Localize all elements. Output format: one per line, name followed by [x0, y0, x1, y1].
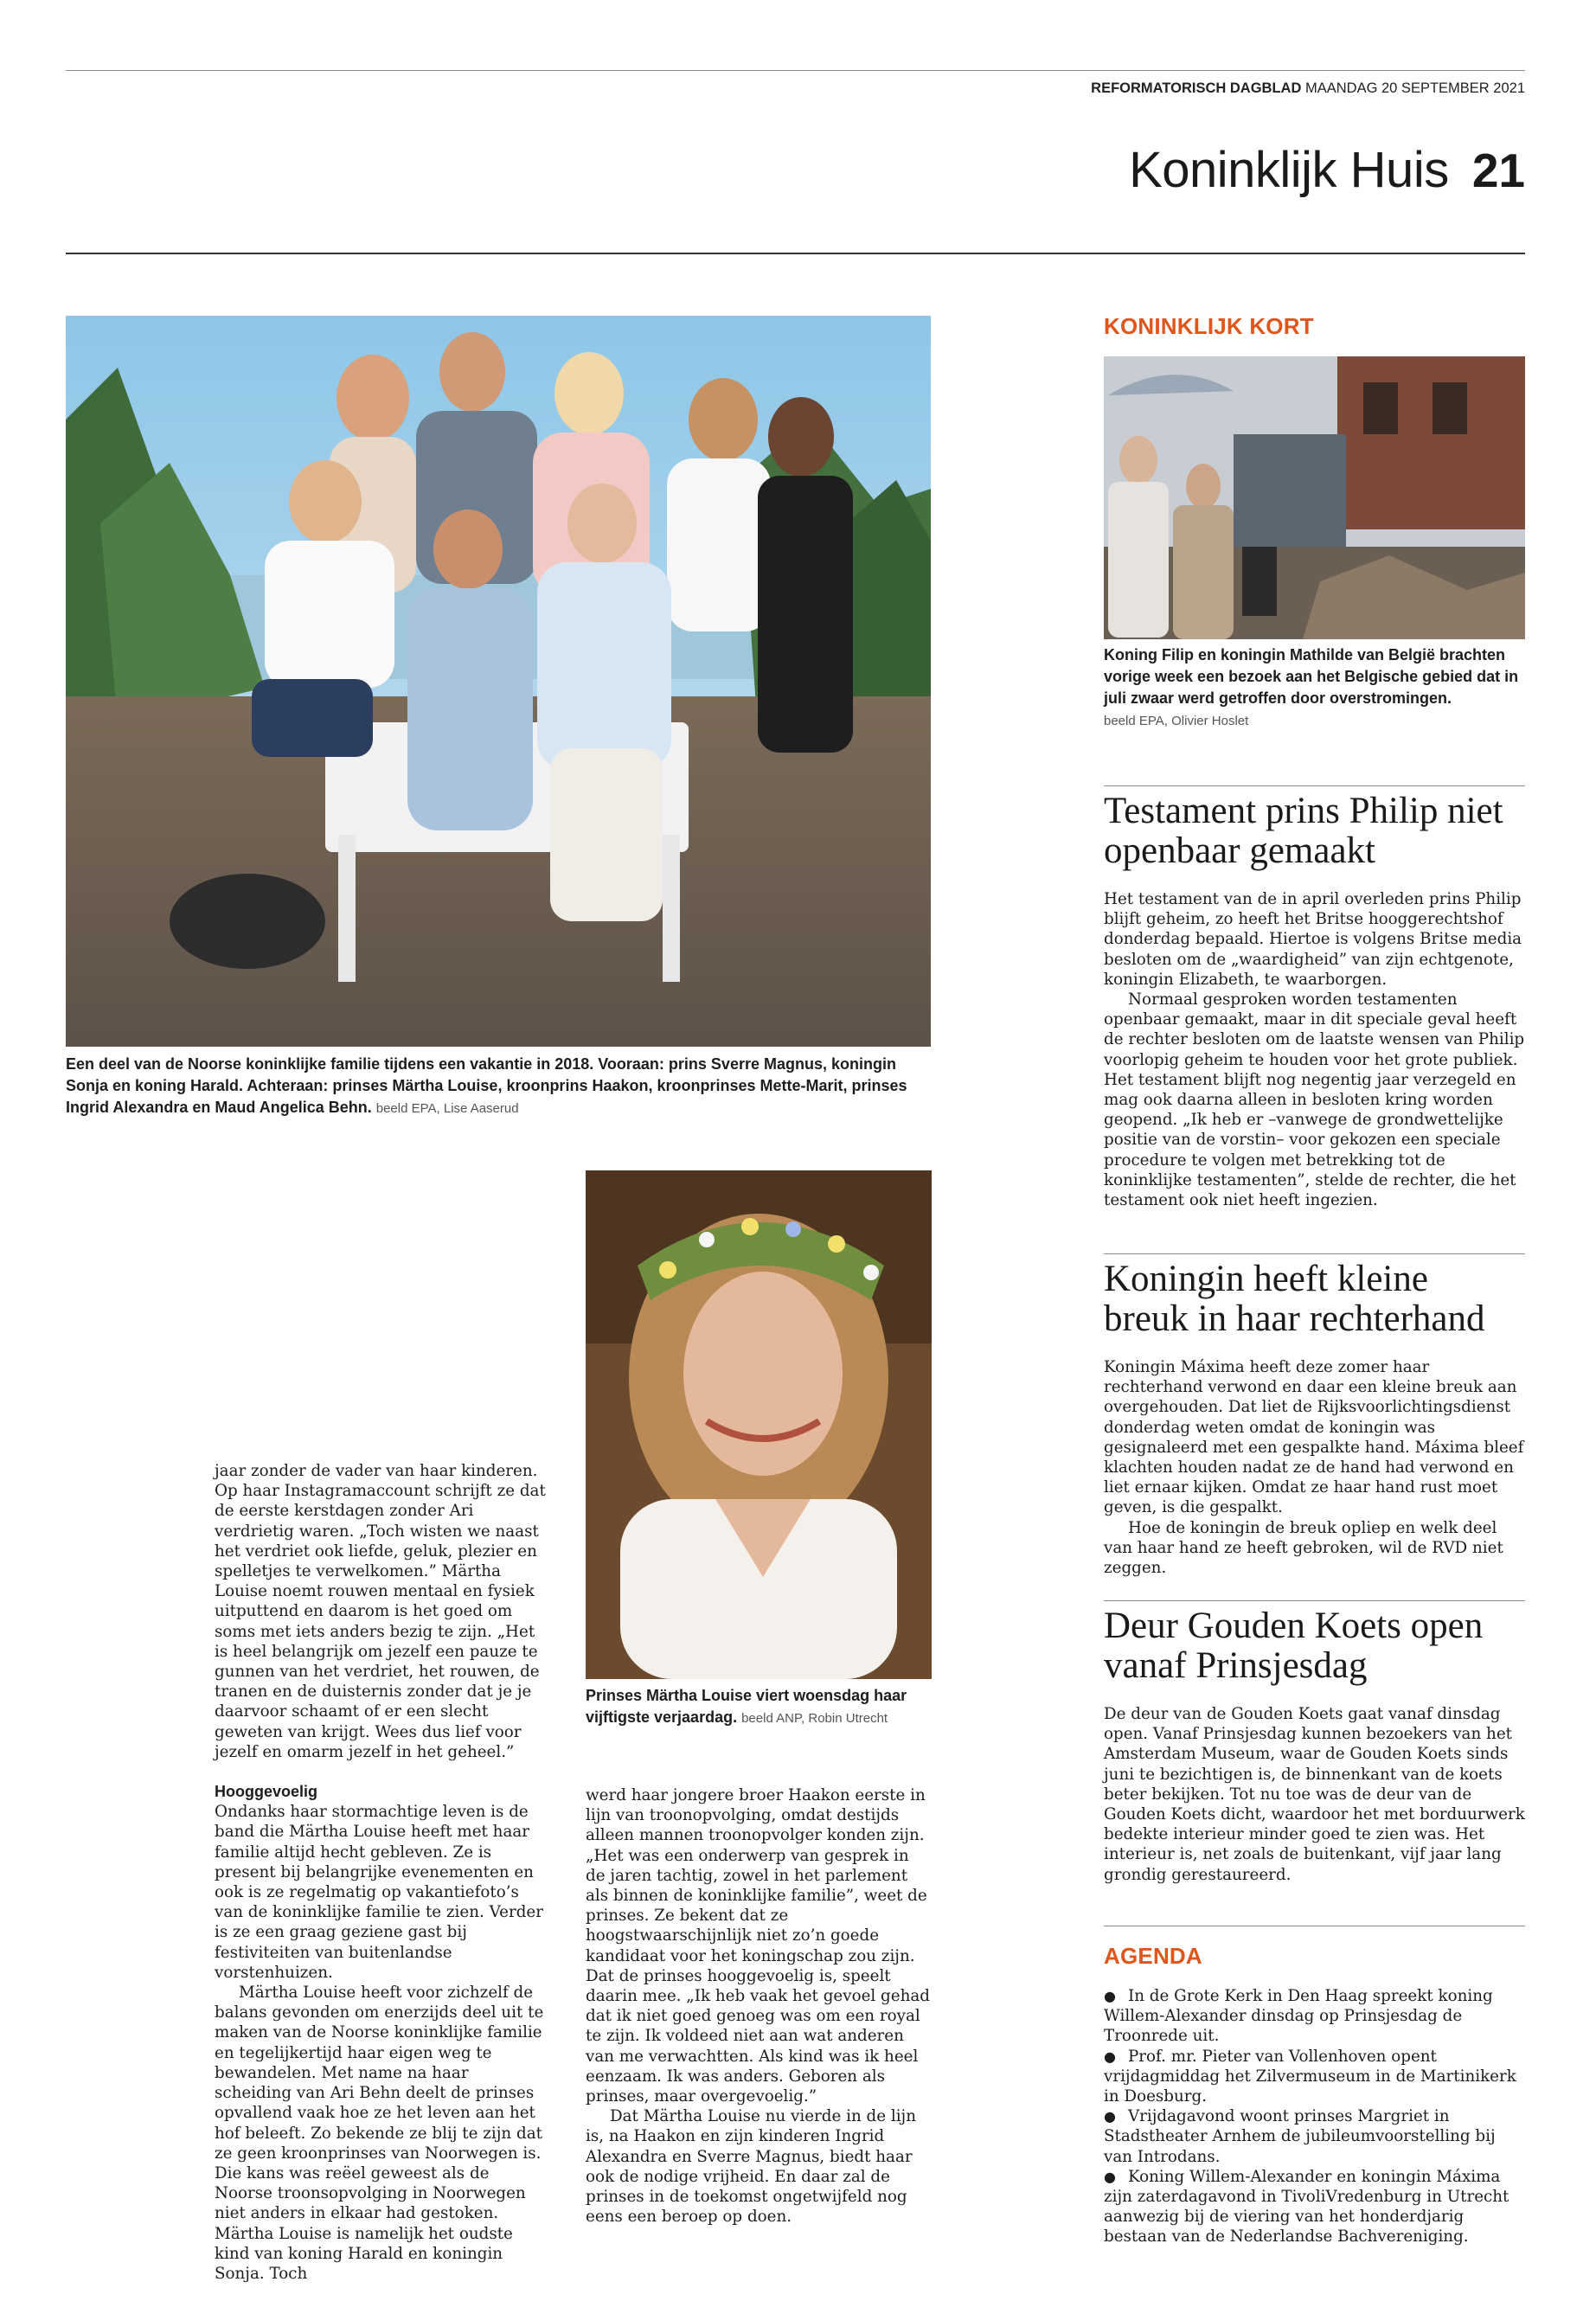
- kort-caption-credit: beeld EPA, Olivier Hoslet: [1104, 714, 1249, 728]
- bullet-icon: ●: [1104, 2048, 1116, 2065]
- issue-date: MAANDAG 20 SEPTEMBER 2021: [1304, 80, 1525, 96]
- news-paragraph: De deur van de Gouden Koets gaat vanaf dinsdag open. Vanaf Prinsjesdag kunnen bezoekers van het Amsterdam Museum, waar de Gouden Koets sinds juni te bezichtigen is, de binnenkant van de koets beter bekijken. Tot nu toe was de deur van de Gouden Koets dicht, waardoor het met borduurwerk bedekte interieur minder goed te zien was. Het interieur is, net zoals de buitenkant, vijf jaar lang grondig gerestaureerd.: [1104, 1705, 1525, 1884]
- portrait-photo: [586, 1170, 932, 1679]
- agenda-item-text: Koning Willem-Alexander en koningin Máxima zijn zaterdagavond in TivoliVredenburg in Utrecht aanwezig bij de viering van het honderdjarig bestaan van de Nederlandse Bachvereniging.: [1104, 2167, 1509, 2247]
- portrait-caption-text: Prinses Märtha Louise viert woensdag haar vijftigste verjaardag.: [586, 1687, 907, 1726]
- news-paragraph: Normaal gesproken worden testamenten openbaar gemaakt, maar in dit speciale geval heeft de rechter besloten om de laatste wensen van Philip voorlopig geheim te houden voor het grote publiek. Het testament blijft nog negentig jaar verzegeld en mag ook daarna alleen in besloten kring worden geopend. „Ik heb er –vanwege de grondwettelijke positie van de vorstin– voor gekozen een speciale procedure te volgen met betrekking tot de koninklijke testamenten”, stelde de rechter, die het testament ook niet heeft ingezien.: [1104, 990, 1525, 1210]
- agenda-item: [1104, 2047, 1528, 2107]
- news-body: [1104, 1357, 1528, 1578]
- bullet-icon: ●: [1104, 1988, 1116, 2004]
- family-photo: [66, 316, 931, 1047]
- agenda-item: [1104, 2167, 1528, 2247]
- top-rule: [66, 70, 1525, 71]
- kort-caption-text: Koning Filip en koningin Mathilde van België brachten vorige week een bezoek aan het Belgische gebied dat in juli zwaar werd getroffen door overstromingen.: [1104, 646, 1519, 707]
- portrait-photo-caption: [586, 1685, 940, 1729]
- agenda-item-text: Vrijdagavond woont prinses Margriet in Stadstheater Arnhem de jubileumvoorstelling bij van Introdans.: [1104, 2107, 1496, 2166]
- news-paragraph: Hoe de koningin de breuk opliep en welk deel van haar hand ze heeft gebroken, wil de RVD niet zeggen.: [1104, 1518, 1503, 1578]
- newspaper-name: REFORMATORISCH DAGBLAD: [1091, 80, 1302, 96]
- family-photo-caption: [66, 1054, 931, 1119]
- caption-credit: beeld EPA, Lise Aaserud: [375, 1101, 519, 1116]
- agenda-item: [1104, 1986, 1528, 2047]
- news-body: [1104, 889, 1528, 1210]
- article-paragraph: Dat Märtha Louise nu vierde in de lijn is, na Haakon en zijn kinderen Ingrid Alexandra en Sverre Magnus, biedt haar ook de nodige vrijheid. En daar zal de prinses in de toekomst ongetwijfeld nog eens een beroep op doen.: [586, 2107, 917, 2227]
- sidebar-rule: [1104, 785, 1525, 786]
- page-number: 21: [1471, 144, 1525, 197]
- portrait-caption-credit: beeld ANP, Robin Utrecht: [741, 1711, 888, 1726]
- article-paragraph: jaar zonder de vader van haar kinderen. Op haar Instagramaccount schrijft ze dat de eerste kerstdagen zonder Ari verdrietig waren. „Toch wisten we naast het verdriet ook liefde, geluk, plezier en spelletjes te verwelkomen.” Märtha Louise noemt rouwen mentaal en fysiek uitputtend en daarom is het goed om soms met iets anders bezig te zijn. „Het is heel belangrijk om jezelf een pauze te gunnen van het verdriet, het rouwen, de tranen en de duisternis zonder dat je je daarvoor schaamt of er een slecht geweten van krijgt. Wees dus lief voor jezelf en omarm jezelf in het geheel.”: [215, 1462, 546, 1761]
- kort-photo: [1104, 356, 1525, 639]
- news-paragraph: Koningin Máxima heeft deze zomer haar rechterhand verwond en daar een kleine breuk aan overgehouden. Dat liet de Rijksvoorlichtingsdienst donderdag weten omdat de koningin was gesignaleerd met een gespalkte hand. Máxima bleef klachten houden nadat ze de hand had verwond en liet ernaar kijken. Omdat ze haar hand rust moet geven, is die gespalkt.: [1104, 1358, 1524, 1517]
- sidebar-rule: [1104, 1253, 1525, 1254]
- sidebar-rule: [1104, 1600, 1525, 1601]
- section-title: Koninklijk Huis: [1129, 142, 1449, 198]
- article-subheading: Hooggevoelig: [215, 1783, 318, 1801]
- article-paragraph: werd haar jongere broer Haakon eerste in lijn van troonopvolging, omdat destijds alleen mannen troonopvolger konden zijn. „Het was een onderwerp van gesprek in de jaren tachtig, zowel in het parlement als binnen de koninklijke familie”, weet de prinses. Ze bekent dat ze hoogstwaarschijnlijk niet zo’n goede kandidaat voor het koningschap zou zijn. Dat de prinses hooggevoelig is, speelt daarin mee. „Ik heb vaak het gevoel gehad dat ik niet goed genoeg was om een royal te zijn. Ik voldeed niet aan wat anderen van me verwachtten. Als kind was ik heel eenzaam. Ik was anders. Geboren als prinses, maar overgevoelig.”: [586, 1786, 930, 2106]
- bullet-icon: ●: [1104, 2168, 1116, 2185]
- agenda-label: AGENDA: [1104, 1943, 1202, 1969]
- article-column-2: [586, 1785, 932, 2227]
- article-column-1: [215, 1461, 550, 2284]
- news-paragraph: Het testament van de in april overleden prins Philip blijft geheim, zo heeft het Britse hooggerechtshof donderdag bepaald. Hiertoe is volgens Britse media besloten om de „waardigheid” van zijn echtgenote, koningin Elizabeth, te waarborgen.: [1104, 890, 1522, 989]
- section-header: [1129, 141, 1525, 199]
- article-paragraph: Ondanks haar stormachtige leven is de band die Märtha Louise heeft met haar familie altijd hecht gebleven. Ze is present bij belangrijke evenementen en ook is ze regelmatig op vakantiefoto’s van de koninklijke familie te zien. Verder is ze een graag geziene gast bij festiviteiten van buitenlandse vorstenhuizen.: [215, 1803, 543, 1982]
- agenda-item-text: In de Grote Kerk in Den Haag spreekt koning Willem-Alexander dinsdag op Prinsjesdag de Troonrede uit.: [1104, 1987, 1493, 2046]
- masthead-line: [1091, 80, 1525, 97]
- bullet-icon: ●: [1104, 2108, 1116, 2125]
- kort-photo-caption: [1104, 644, 1528, 732]
- caption-text: Een deel van de Noorse koninklijke familie tijdens een vakantie in 2018. Vooraan: prins Sverre Magnus, koningin Sonja en koning Harald. Achteraan: prinses Märtha Louise, kroonprins Haakon, kroonprinses Mette-Marit, prinses Ingrid Alexandra en Maud Angelica Behn.: [66, 1055, 907, 1116]
- agenda-list: [1104, 1986, 1528, 2247]
- news-headline: Koningin heeft kleine breuk in haar rechterhand: [1104, 1259, 1485, 1339]
- header-rule: [66, 253, 1525, 254]
- news-body: [1104, 1704, 1528, 1885]
- koninklijk-kort-label: KONINKLIJK KORT: [1104, 313, 1314, 339]
- news-headline: Deur Gouden Koets open vanaf Prinsjesdag: [1104, 1606, 1484, 1686]
- article-paragraph: Märtha Louise heeft voor zichzelf de balans gevonden om enerzijds deel uit te maken van de Noorse koninklijke familie en tegelijkertijd haar eigen weg te bewandelen. Met name na haar scheiding van Ari Behn deelt de prinses opvallend vaak hoe ze het leven aan het hof beleeft. Zo bekende ze blij te zijn dat ze geen kroonprinses van Noorwegen is. Die kans was reëel geweest als de Noorse troonsopvolging in Noorwegen niet anders in elkaar had gestoken. Märtha Louise is namelijk het oudste kind van koning Harald en koningin Sonja. Toch: [215, 1984, 544, 2283]
- news-headline: Testament prins Philip niet openbaar gemaakt: [1104, 791, 1503, 871]
- agenda-item: [1104, 2106, 1528, 2167]
- agenda-item-text: Prof. mr. Pieter van Vollenhoven opent vrijdagmiddag het Zilvermuseum in de Martinikerk in Doesburg.: [1104, 2047, 1516, 2106]
